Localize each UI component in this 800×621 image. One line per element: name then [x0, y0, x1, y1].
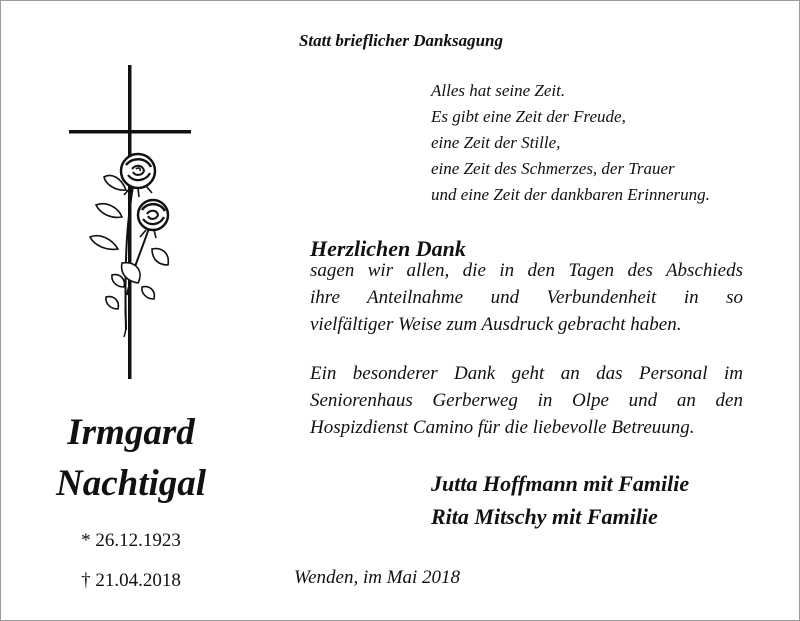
thanks-paragraph-1 [310, 257, 743, 338]
cross-with-roses-icon [66, 65, 196, 383]
signature-line: Jutta Hoffmann mit Familie [431, 471, 690, 496]
paragraph-line: Seniorenhaus Gerberweg in Olpe und an den [310, 390, 743, 411]
place-and-date: Wenden, im Mai 2018 [294, 567, 461, 588]
death-date: † 21.04.2018 [81, 570, 181, 591]
paragraph-line: sagen wir allen, die in den Tagen des Abschieds [310, 260, 743, 281]
poem-line: eine Zeit der Stille, [431, 133, 561, 152]
thanks-paragraph-2 [310, 360, 743, 441]
birth-date: * 26.12.1923 [81, 530, 181, 551]
poem-line: Es gibt eine Zeit der Freude, [431, 107, 626, 126]
deceased-last-name: Nachtigal [55, 463, 207, 504]
signature-line: Rita Mitschy mit Familie [431, 504, 658, 529]
poem-line: und eine Zeit der dankbaren Erinnerung. [431, 185, 710, 204]
poem [431, 78, 710, 208]
header-title: Statt brieflicher Danksagung [298, 31, 504, 50]
paragraph-line: vielfältiger Weise zum Ausdruck gebracht haben. [310, 314, 682, 335]
thanks-heading: Herzlichen Dank [310, 236, 466, 261]
poem-line: Alles hat seine Zeit. [431, 81, 566, 100]
paragraph-line: Hospizdienst Camino für die liebevolle Betreuung. [310, 417, 695, 438]
deceased-first-name: Irmgard [67, 412, 195, 453]
paragraph-line: ihre Anteilnahme und Verbundenheit in so [310, 287, 743, 308]
poem-line: eine Zeit des Schmerzes, der Trauer [431, 159, 675, 178]
paragraph-line: Ein besonderer Dank geht an das Personal im [310, 363, 743, 384]
